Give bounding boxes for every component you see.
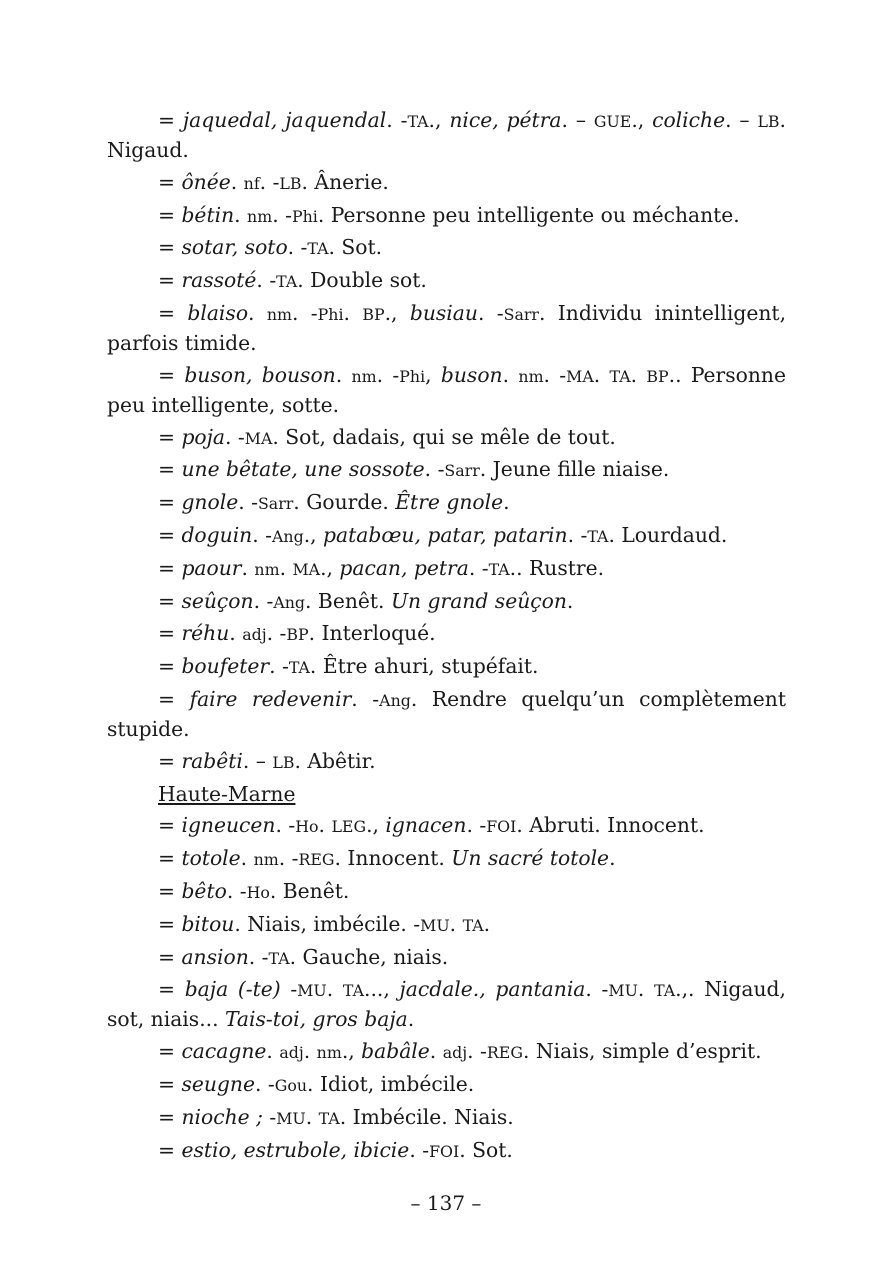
abbreviation: LEG bbox=[331, 817, 367, 837]
entry-text: . - bbox=[424, 457, 445, 482]
entry-text: . - bbox=[226, 878, 247, 903]
entry-text: . Être ahuri, stupéfait. bbox=[309, 654, 539, 679]
term-italic: sotar, soto bbox=[181, 235, 288, 260]
term-italic: rabêti bbox=[181, 748, 243, 773]
entry-text: ., bbox=[384, 300, 410, 325]
term-italic: bêto bbox=[181, 878, 227, 903]
term-italic: bitou bbox=[181, 911, 235, 936]
abbreviation: MU bbox=[608, 981, 638, 1001]
entry-text: = bbox=[158, 654, 182, 679]
entry-text: = bbox=[158, 686, 190, 711]
entry-text: = bbox=[158, 424, 182, 449]
abbreviation: Ang bbox=[379, 690, 411, 710]
entry-text: . Innocent. bbox=[334, 846, 452, 871]
entry-text: . Benêt. bbox=[269, 878, 350, 903]
entry-text: . bbox=[502, 362, 519, 387]
abbreviation: nf bbox=[243, 173, 260, 193]
term-italic: gnole bbox=[181, 490, 239, 515]
term-italic: nice, pétra bbox=[449, 108, 562, 132]
entry-text: . bbox=[240, 846, 254, 871]
entry-text: . Rendre quelqu’un complètement stupide. bbox=[107, 686, 787, 741]
dictionary-entry bbox=[107, 488, 786, 518]
entry-text: . - bbox=[376, 362, 400, 387]
abbreviation: Sarr bbox=[503, 304, 539, 324]
dictionary-entry bbox=[107, 877, 786, 907]
term-italic: estio, estrubole, ibicie bbox=[181, 1137, 410, 1162]
abbreviation: MU bbox=[420, 915, 450, 935]
entry-text: . - bbox=[259, 169, 280, 194]
abbreviation: FOI bbox=[429, 1141, 460, 1161]
entry-text: = bbox=[158, 457, 182, 482]
abbreviation: Ho bbox=[295, 817, 319, 837]
page-body bbox=[107, 106, 786, 1168]
entry-text: . - bbox=[278, 846, 299, 871]
entry-text: = bbox=[158, 490, 182, 515]
entry-text: = bbox=[158, 878, 182, 903]
entry-text: . - bbox=[275, 813, 296, 838]
abbreviation: Ho bbox=[246, 882, 270, 902]
entry-text: . Idiot, imbécile. bbox=[307, 1071, 475, 1096]
dictionary-entry bbox=[107, 455, 786, 485]
entry-text: ..., bbox=[364, 977, 400, 1002]
entry-text: = bbox=[158, 1039, 182, 1064]
entry-text: . bbox=[593, 362, 610, 387]
term-italic: babâle bbox=[361, 1039, 430, 1064]
entry-text: = bbox=[158, 300, 188, 325]
entry-text: . bbox=[449, 911, 463, 936]
entry-text: . Imbécile. Niais. bbox=[339, 1104, 514, 1129]
entry-text: . Abruti. Innocent. bbox=[516, 813, 705, 838]
entry-text: . - bbox=[351, 686, 380, 711]
entry-text: . bbox=[407, 1007, 415, 1032]
dictionary-entry bbox=[107, 1103, 786, 1133]
abbreviation: TA bbox=[609, 366, 631, 386]
abbreviation: nm bbox=[316, 1043, 342, 1063]
dictionary-entry bbox=[107, 201, 786, 231]
entry-text: . - bbox=[386, 108, 408, 132]
abbreviation: adj bbox=[442, 1043, 468, 1063]
abbreviation: Phi bbox=[317, 304, 344, 324]
entry-text: . - bbox=[256, 268, 277, 293]
term-italic: igneucen bbox=[181, 813, 276, 838]
abbreviation: MA bbox=[566, 366, 594, 386]
entry-text: = bbox=[158, 555, 182, 580]
abbreviation: BP bbox=[646, 366, 669, 386]
entry-text: . Gourde. bbox=[293, 490, 396, 515]
entry-text: . bbox=[230, 169, 244, 194]
dictionary-entry bbox=[107, 844, 786, 874]
abbreviation: REG bbox=[298, 850, 335, 870]
entry-text: . bbox=[234, 202, 248, 227]
entry-text: = bbox=[158, 748, 182, 773]
term-italic: doguin bbox=[181, 522, 253, 547]
entry-text: . bbox=[630, 362, 647, 387]
abbreviation: Ang bbox=[273, 592, 306, 612]
entry-text: = bbox=[158, 169, 182, 194]
abbreviation: MU bbox=[276, 1108, 306, 1128]
entry-text: . Gauche, niais. bbox=[289, 944, 449, 969]
term-italic: buson, bouson bbox=[184, 362, 336, 387]
entry-text: . – bbox=[242, 748, 273, 773]
entry-text: . bbox=[637, 977, 655, 1002]
abbreviation: TA bbox=[268, 948, 290, 968]
entry-text: . bbox=[566, 588, 574, 613]
entry-text: . - bbox=[585, 977, 609, 1002]
entry-text: . Sot. bbox=[459, 1137, 513, 1162]
entry-text: = bbox=[158, 235, 182, 260]
entry-text: . - bbox=[477, 300, 504, 325]
abbreviation: BP bbox=[286, 625, 309, 645]
dictionary-entry bbox=[107, 1136, 786, 1166]
term-italic: jacdale., pantania bbox=[399, 977, 586, 1002]
page-number: – 137 – bbox=[410, 1191, 482, 1215]
entry-text: . bbox=[335, 362, 352, 387]
abbreviation: TA bbox=[407, 112, 429, 131]
dictionary-entry bbox=[107, 233, 786, 263]
abbreviation: nm bbox=[351, 366, 377, 386]
entry-text: . bbox=[248, 300, 267, 325]
term-italic: seûçon bbox=[181, 588, 254, 613]
entry-text: .,. Nigaud, sot, niais... bbox=[107, 977, 786, 1032]
entry-text: . Sot. bbox=[328, 235, 383, 260]
entry-text: .. Personne peu intelligente, sotte. bbox=[107, 362, 787, 417]
abbreviation: GUE bbox=[593, 112, 632, 131]
entry-text: . Abêtir. bbox=[294, 748, 376, 773]
entry-text: . Double sot. bbox=[297, 268, 427, 293]
dictionary-entry bbox=[107, 106, 786, 165]
entry-text: . Interloqué. bbox=[308, 621, 436, 646]
entry-text: . bbox=[483, 911, 491, 936]
entry-text: . Niais, simple d’esprit. bbox=[522, 1039, 762, 1064]
entry-text: ., bbox=[631, 108, 653, 132]
abbreviation: TA bbox=[318, 1108, 340, 1128]
term-italic: pacan, petra bbox=[339, 555, 469, 580]
entry-text: . - bbox=[238, 490, 258, 515]
entry-text: - bbox=[280, 977, 298, 1002]
abbreviation: TA bbox=[276, 272, 298, 292]
dictionary-entry bbox=[107, 1070, 786, 1100]
entry-text: = bbox=[158, 846, 182, 871]
entry-text: . – bbox=[725, 108, 758, 132]
entry-text: , bbox=[425, 362, 441, 387]
entry-text: . Lourdaud. bbox=[608, 522, 728, 547]
abbreviation: nm bbox=[247, 206, 273, 226]
abbreviation: adj bbox=[242, 625, 267, 645]
term-italic: nioche ; bbox=[181, 1104, 263, 1129]
entry-text: . – bbox=[561, 108, 594, 132]
term-italic: rassoté bbox=[181, 268, 257, 293]
entry-text: . - bbox=[287, 235, 308, 260]
abbreviation: TA bbox=[342, 981, 364, 1001]
dictionary-entry bbox=[107, 266, 786, 296]
dictionary-entry bbox=[107, 587, 786, 617]
entry-text: ., bbox=[428, 108, 450, 132]
entry-text: .. Rustre. bbox=[509, 555, 605, 580]
abbreviation: nm bbox=[518, 366, 544, 386]
term-italic: réhu bbox=[181, 621, 230, 646]
entry-text: . - bbox=[248, 944, 269, 969]
entry-text: . bbox=[303, 1039, 317, 1064]
entry-text: . Ânerie. bbox=[301, 169, 389, 194]
entry-text: ., bbox=[341, 1039, 362, 1064]
entry-text: = bbox=[158, 108, 183, 132]
entry-text: = bbox=[158, 977, 185, 1002]
entry-text: = bbox=[158, 1104, 182, 1129]
entry-text: = bbox=[158, 1137, 182, 1162]
entry-text: ., bbox=[320, 555, 340, 580]
abbreviation: Sarr bbox=[257, 494, 294, 514]
entry-text: . Niais, imbécile. - bbox=[234, 911, 421, 936]
abbreviation: REG bbox=[486, 1043, 523, 1063]
entry-text: . Individu inintelligent, parfois timide. bbox=[107, 300, 787, 355]
entry-text: . bbox=[429, 1039, 443, 1064]
abbreviation: TA bbox=[307, 239, 329, 259]
term-italic: coliche bbox=[652, 108, 726, 132]
entry-text: = bbox=[158, 202, 182, 227]
abbreviation: TA bbox=[654, 981, 676, 1001]
entry-text: = bbox=[158, 588, 182, 613]
dictionary-entry bbox=[107, 299, 786, 358]
entry-text: = bbox=[158, 362, 185, 387]
abbreviation: MA bbox=[292, 559, 321, 579]
entry-text: . - bbox=[269, 654, 289, 679]
term-italic: ansion bbox=[181, 944, 249, 969]
abbreviation: TA bbox=[288, 658, 310, 678]
entry-text: . bbox=[503, 490, 510, 515]
term-italic: paour bbox=[181, 555, 242, 580]
entry-text: . - bbox=[266, 621, 287, 646]
dictionary-entry bbox=[107, 811, 786, 841]
abbreviation: TA bbox=[587, 526, 609, 546]
dictionary-entry bbox=[107, 554, 786, 584]
entry-text: . bbox=[305, 1104, 319, 1129]
entry-text: . Jeune fille niaise. bbox=[479, 457, 670, 482]
entry-text: . bbox=[326, 977, 343, 1002]
dictionary-entry bbox=[107, 652, 786, 682]
abbreviation: MA bbox=[244, 428, 273, 448]
entry-text: = bbox=[158, 911, 182, 936]
term-italic: ignacen bbox=[385, 813, 467, 838]
dictionary-entry bbox=[107, 943, 786, 973]
entry-text: . - bbox=[409, 1137, 430, 1162]
entry-text: . - bbox=[252, 522, 272, 547]
dictionary-entry bbox=[107, 747, 786, 777]
dictionary-entry bbox=[107, 1037, 786, 1067]
term-italic: patabœu, patar, patarin bbox=[323, 522, 568, 547]
term-italic: faire redevenir bbox=[189, 686, 352, 711]
term-italic: bétin bbox=[181, 202, 235, 227]
dictionary-entry bbox=[107, 361, 786, 420]
entry-text: . bbox=[266, 1039, 280, 1064]
abbreviation: BP bbox=[362, 304, 385, 324]
entry-text: . Personne peu intelligente ou méchante. bbox=[317, 202, 740, 227]
section-heading: Haute-Marne bbox=[158, 781, 296, 806]
entry-text: = bbox=[158, 268, 182, 293]
dictionary-entry bbox=[107, 975, 786, 1034]
entry-text: . - bbox=[467, 1039, 487, 1064]
entry-text: . - bbox=[254, 1071, 275, 1096]
term-italic: seugne bbox=[181, 1071, 255, 1096]
term-italic: ônée bbox=[181, 169, 231, 194]
entry-text: . bbox=[318, 813, 332, 838]
entry-text: . Sot, dadais, qui se mêle de tout. bbox=[272, 424, 616, 449]
abbreviation: LB bbox=[272, 752, 295, 772]
entry-text: . bbox=[229, 621, 243, 646]
entry-text: . bbox=[279, 555, 293, 580]
term-italic: Être gnole bbox=[395, 490, 504, 515]
abbreviation: Phi bbox=[399, 366, 426, 386]
entry-text: = bbox=[158, 522, 182, 547]
dictionary-entry bbox=[107, 619, 786, 649]
term-italic: buson bbox=[440, 362, 503, 387]
entry-text: . - bbox=[272, 202, 292, 227]
term-italic: totole bbox=[181, 846, 241, 871]
abbreviation: TA bbox=[462, 915, 484, 935]
entry-text: . Nigaud. bbox=[107, 108, 786, 162]
entry-text: . - bbox=[567, 522, 588, 547]
entry-text: = bbox=[158, 621, 182, 646]
entry-text: . - bbox=[466, 813, 487, 838]
abbreviation: LB bbox=[279, 173, 302, 193]
entry-text: = bbox=[158, 1071, 182, 1096]
entry-text: - bbox=[262, 1104, 277, 1129]
term-italic: busiau bbox=[409, 300, 478, 325]
abbreviation: TA bbox=[488, 559, 510, 579]
entry-text: . bbox=[343, 300, 363, 325]
term-italic: cacagne bbox=[181, 1039, 267, 1064]
abbreviation: adj bbox=[279, 1043, 304, 1063]
term-italic: blaiso bbox=[187, 300, 249, 325]
dictionary-entry bbox=[107, 521, 786, 551]
dictionary-entry bbox=[107, 423, 786, 453]
abbreviation: nm bbox=[254, 559, 280, 579]
dictionary-entry bbox=[107, 685, 786, 744]
entry-text: ., bbox=[303, 522, 324, 547]
entry-text: . - bbox=[292, 300, 318, 325]
abbreviation: FOI bbox=[486, 817, 517, 837]
entry-text: . - bbox=[468, 555, 489, 580]
entry-text: = bbox=[158, 813, 182, 838]
entry-text: . - bbox=[225, 424, 245, 449]
term-italic: jaquedal, jaquendal bbox=[182, 108, 387, 132]
term-italic: Tais-toi, gros baja bbox=[224, 1007, 408, 1032]
entry-text: = bbox=[158, 944, 182, 969]
abbreviation: Ang bbox=[272, 526, 304, 546]
abbreviation: MU bbox=[297, 981, 327, 1001]
abbreviation: nm bbox=[253, 850, 279, 870]
entry-text: . - bbox=[543, 362, 567, 387]
entry-text: . bbox=[609, 846, 616, 871]
dictionary-entry bbox=[107, 168, 786, 198]
abbreviation: LB bbox=[757, 112, 780, 131]
abbreviation: nm bbox=[266, 304, 292, 324]
term-italic: baja (-te) bbox=[184, 977, 281, 1002]
abbreviation: Phi bbox=[291, 206, 318, 226]
term-italic: Un grand seûçon bbox=[390, 588, 567, 613]
term-italic: Un sacré totole bbox=[451, 846, 610, 871]
entry-text: . bbox=[241, 555, 255, 580]
entry-text: ., bbox=[366, 813, 386, 838]
term-italic: une bêtate, une sossote bbox=[181, 457, 425, 482]
term-italic: boufeter bbox=[181, 654, 270, 679]
entry-text: . - bbox=[253, 588, 274, 613]
abbreviation: Sarr bbox=[444, 461, 480, 481]
term-italic: poja bbox=[181, 424, 226, 449]
abbreviation: Gou bbox=[274, 1075, 308, 1095]
dictionary-entry bbox=[107, 910, 786, 940]
entry-text: . Benêt. bbox=[305, 588, 391, 613]
